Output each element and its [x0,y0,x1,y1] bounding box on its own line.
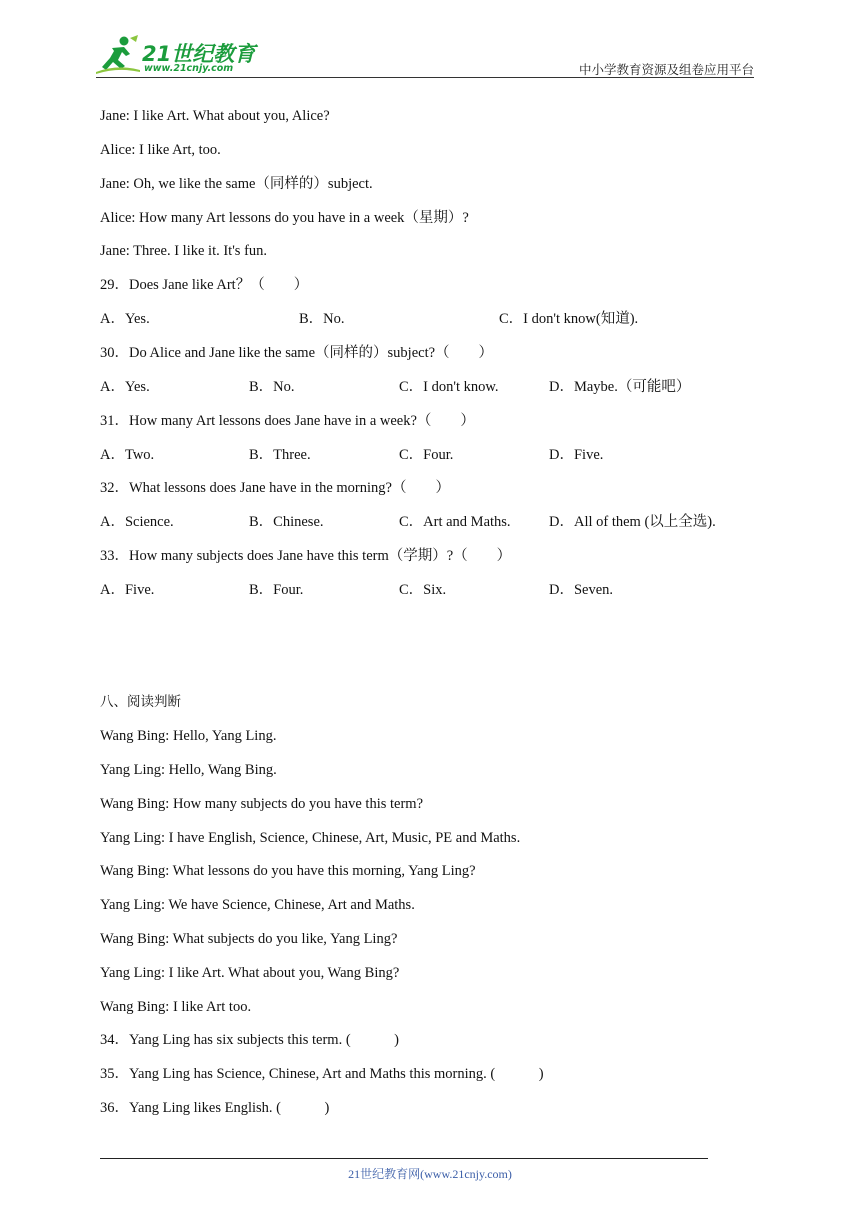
dialogue-line: Yang Ling: I have English, Science, Chinese, Art, Music, PE and Maths. [100,830,521,846]
judgement-35[interactable]: 35．Yang Ling has Science, Chinese, Art and Maths this morning. ( ) [100,1066,544,1082]
dialogue-line: Wang Bing: Hello, Yang Ling. [100,728,277,744]
logo [94,34,264,76]
option-c[interactable]: C．I don't know(知道). [499,311,639,327]
question-31: 31．How many Art lessons does Jane have in a week?（ ） [100,413,475,429]
dialogue-line: Alice: How many Art lessons do you have in a week（星期）? [100,210,469,226]
option-c[interactable]: C．Four. [399,447,454,463]
option-b[interactable]: B．Four. [249,582,304,598]
dialogue-line: Wang Bing: How many subjects do you have this term? [100,796,424,812]
option-b[interactable]: B．Three. [249,447,311,463]
logo-url: www.21cnjy.com [144,63,234,74]
section-title: 八、阅读判断 [100,694,181,710]
footer-divider [100,1158,708,1159]
option-c[interactable]: C．I don't know. [399,379,499,395]
option-a[interactable]: A．Science. [100,514,174,530]
dialogue-line: Yang Ling: Hello, Wang Bing. [100,762,277,778]
option-c[interactable]: C．Six. [399,582,447,598]
question-32: 32．What lessons does Jane have in the morning?（ ） [100,480,450,496]
judgement-36[interactable]: 36．Yang Ling likes English. ( ) [100,1100,330,1116]
dialogue-line: Yang Ling: We have Science, Chinese, Art and Maths. [100,897,415,913]
judgement-34[interactable]: 34．Yang Ling has six subjects this term. ( ) [100,1032,399,1048]
dialogue-line: Wang Bing: What lessons do you have this morning, Yang Ling? [100,863,476,879]
option-c[interactable]: C．Art and Maths. [399,514,511,530]
page-header [0,0,860,80]
dialogue-line: Jane: Oh, we like the same（同样的）subject. [100,176,373,192]
platform-title: 中小学教育资源及组卷应用平台 [578,62,754,77]
header-divider [96,77,754,78]
runner-icon [94,34,142,76]
question-33: 33．How many subjects does Jane have this term（学期）?（ ） [100,548,512,564]
dialogue-line: Yang Ling: I like Art. What about you, Wang Bing? [100,965,400,981]
dialogue-line: Jane: I like Art. What about you, Alice? [100,108,330,124]
option-a[interactable]: A．Five. [100,582,155,598]
option-b[interactable]: B．No. [249,379,295,395]
footer-link[interactable]: 21世纪教育网(www.21cnjy.com) [348,1167,512,1181]
dialogue-line: Jane: Three. I like it. It's fun. [100,243,268,259]
option-d[interactable]: D．Maybe.（可能吧） [549,379,691,395]
dialogue-line: Wang Bing: I like Art too. [100,999,252,1015]
option-a[interactable]: A．Two. [100,447,155,463]
dialogue-line: Wang Bing: What subjects do you like, Yang Ling? [100,931,398,947]
option-d[interactable]: D．Seven. [549,582,614,598]
option-a[interactable]: A．Yes. [100,379,150,395]
option-b[interactable]: B．No. [299,311,345,327]
dialogue-line: Alice: I like Art, too. [100,142,221,158]
question-29: 29．Does Jane like Art？（ ） [100,277,309,293]
question-30: 30．Do Alice and Jane like the same（同样的）subject?（ ） [100,345,494,361]
logo-text: 21世纪教育 [142,42,256,66]
option-a[interactable]: A．Yes. [100,311,150,327]
option-b[interactable]: B．Chinese. [249,514,324,530]
option-d[interactable]: D．Five. [549,447,604,463]
option-d[interactable]: D．All of them (以上全选). [549,514,716,530]
